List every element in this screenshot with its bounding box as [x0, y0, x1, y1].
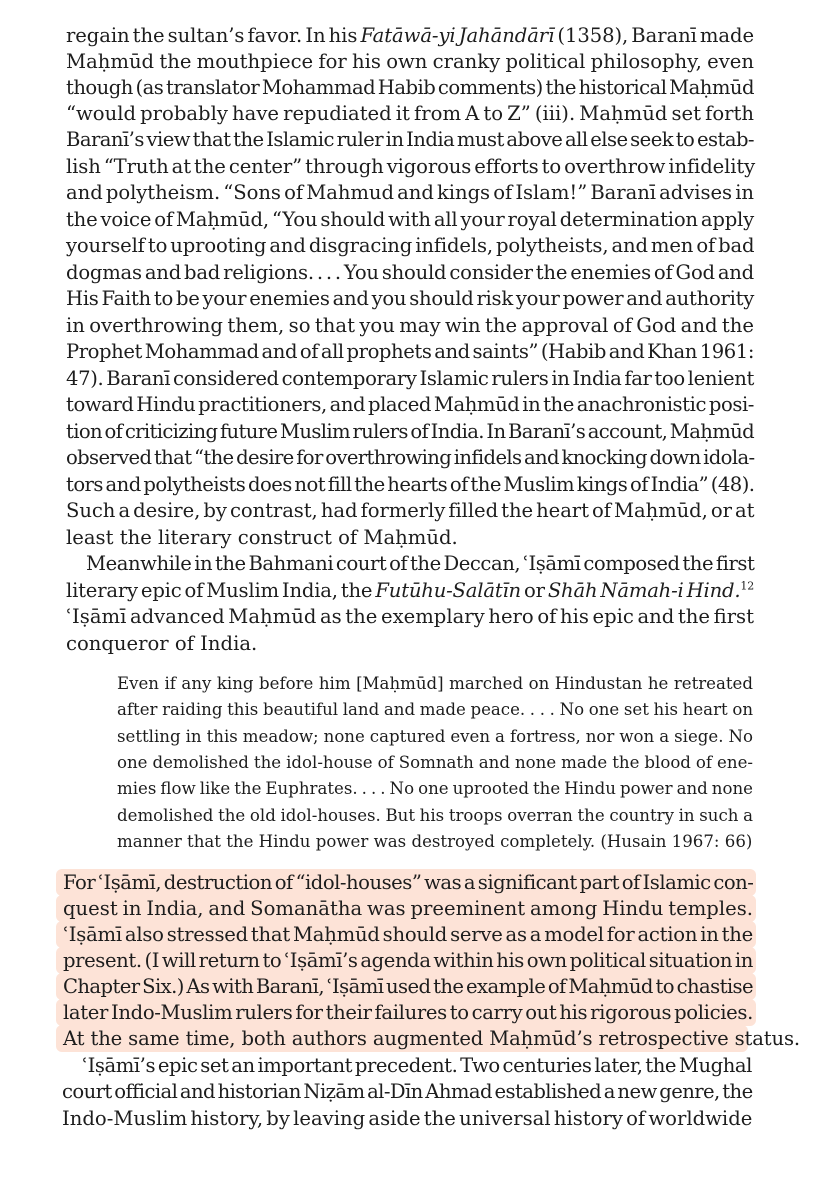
- paragraph-1-line: Such a desire, by contrast, had formerly filled the heart of Maḥmūd, or at: [66, 499, 755, 522]
- paragraph-1-line: yourself to uprooting and disgracing infidels, polytheists, and men of bad: [66, 234, 755, 257]
- highlighted-line: present. (I will return to ʿIṣāmī’s agenda within his own political situation in: [63, 949, 753, 972]
- paragraph-1-line: and polytheism. “Sons of Mahmud and kings of Islam!” Baranī advises in: [66, 181, 754, 204]
- final-paragraph-line: Indo-Muslim history, by leaving aside the universal history of worldwide: [62, 1107, 753, 1130]
- paragraph-1-line: 47). Baranī considered contemporary Islamic rulers in India far too lenient: [66, 367, 754, 390]
- blockquote-line: one demolished the idol-house of Somnath and none made the blood of ene-: [117, 753, 753, 772]
- footnote-marker[interactable]: 12: [740, 579, 754, 593]
- blockquote-line: Even if any king before him [Maḥmūd] marched on Hindustan he retreated: [117, 674, 753, 693]
- epic-title-alt: Shāh Nāmah-i Hind.: [547, 579, 741, 602]
- highlighted-line: Chapter Six.) As with Baranī, ʿIṣāmī used the example of Maḥmūd to chastise: [63, 975, 754, 998]
- epic-title: Futūhu-Salātīn: [375, 579, 521, 602]
- text-run: literary epic of Muslim India, the: [66, 579, 376, 602]
- highlighted-line: ʿIṣāmī also stressed that Maḥmūd should serve as a model for action in the: [63, 923, 753, 946]
- paragraph-1-line: dogmas and bad religions. . . . You should consider the enemies of God and: [66, 261, 754, 284]
- paragraph-1-line: Maḥmūd the mouthpiece for his own cranky political philosophy, even: [66, 50, 754, 73]
- paragraph-1-line: though (as translator Mohammad Habib comments) the historical Maḥmūd: [66, 76, 754, 99]
- paragraph-1-line: Prophet Mohammad and of all prophets and saints” (Habib and Khan 1961:: [66, 340, 754, 363]
- highlighted-line-last: At the same time, both authors augmented Maḥmūd’s retrospective status.: [63, 1027, 800, 1050]
- paragraph-2-line-4: conqueror of India.: [66, 632, 258, 655]
- paragraph-1-line: tion of criticizing future Muslim rulers of India. In Baranī’s account, Maḥmūd: [66, 420, 754, 443]
- blockquote-line: demolished the old idol-houses. But his troops overran the country in such a: [117, 806, 753, 825]
- paragraph-1-line: tors and polytheists does not fill the hearts of the Muslim kings of India” (48).: [66, 473, 755, 496]
- paragraph-1-line: His Faith to be your enemies and you should risk your power and authority: [66, 287, 754, 310]
- paragraph-1-line: toward Hindu practitioners, and placed Maḥmūd in the anachronistic posi-: [66, 393, 755, 416]
- paragraph-1-line-1: regain the sultan’s favor. In his Fatāwā-yi Jahāndārī (1358), Baranī made: [66, 24, 754, 47]
- final-paragraph-line: ʿIṣāmī’s epic set an important precedent. Two centuries later, the Mughal: [82, 1054, 752, 1077]
- highlighted-line: later Indo-Muslim rulers for their failures to carry out his rigorous policies.: [63, 1001, 753, 1024]
- paragraph-1-line: in overthrowing them, so that you may win the approval of God and the: [66, 314, 754, 337]
- blockquote-line-last: manner that the Hindu power was destroyed completely. (Husain 1967: 66): [117, 832, 753, 851]
- paragraph-2-line-2: [66, 578, 754, 604]
- blockquote-line: mies flow like the Euphrates. . . . No one uprooted the Hindu power and none: [117, 779, 753, 798]
- text-run: or: [520, 579, 548, 602]
- paragraph-2-line-1: Meanwhile in the Bahmani court of the Deccan, ʿIṣāmī composed the first: [86, 552, 755, 575]
- blockquote-line: after raiding this beautiful land and made peace. . . . No one set his heart on: [117, 700, 753, 719]
- paragraph-1-line: observed that “the desire for overthrowing infidels and knocking down idola-: [66, 446, 755, 469]
- paragraph-1-line-last: least the literary construct of Maḥmūd.: [66, 526, 458, 549]
- highlighted-line: For ʿIṣāmī, destruction of “idol-houses” was a significant part of Islamic con-: [63, 871, 754, 894]
- paragraph-1-line: Baranī’s view that the Islamic ruler in India must above all else seek to estab-: [66, 128, 755, 151]
- blockquote-line: settling in this meadow; none captured even a fortress, nor won a siege. No: [117, 727, 753, 746]
- final-paragraph-line: court official and historian Niẓām al-Dīn Ahmad established a new genre, the: [62, 1080, 753, 1103]
- paragraph-1-line: lish “Truth at the center” through vigorous efforts to overthrow infidelity: [66, 155, 756, 178]
- paragraph-1-line: the voice of Maḥmūd, “You should with all your royal determination apply: [66, 208, 754, 231]
- paragraph-2-line-3: ʿIṣāmī advanced Maḥmūd as the exemplary hero of his epic and the first: [66, 605, 754, 628]
- highlighted-line: quest in India, and Somanātha was preeminent among Hindu temples.: [63, 897, 753, 920]
- paragraph-1-line: “would probably have repudiated it from A to Z” (iii). Maḥmūd set forth: [66, 102, 754, 125]
